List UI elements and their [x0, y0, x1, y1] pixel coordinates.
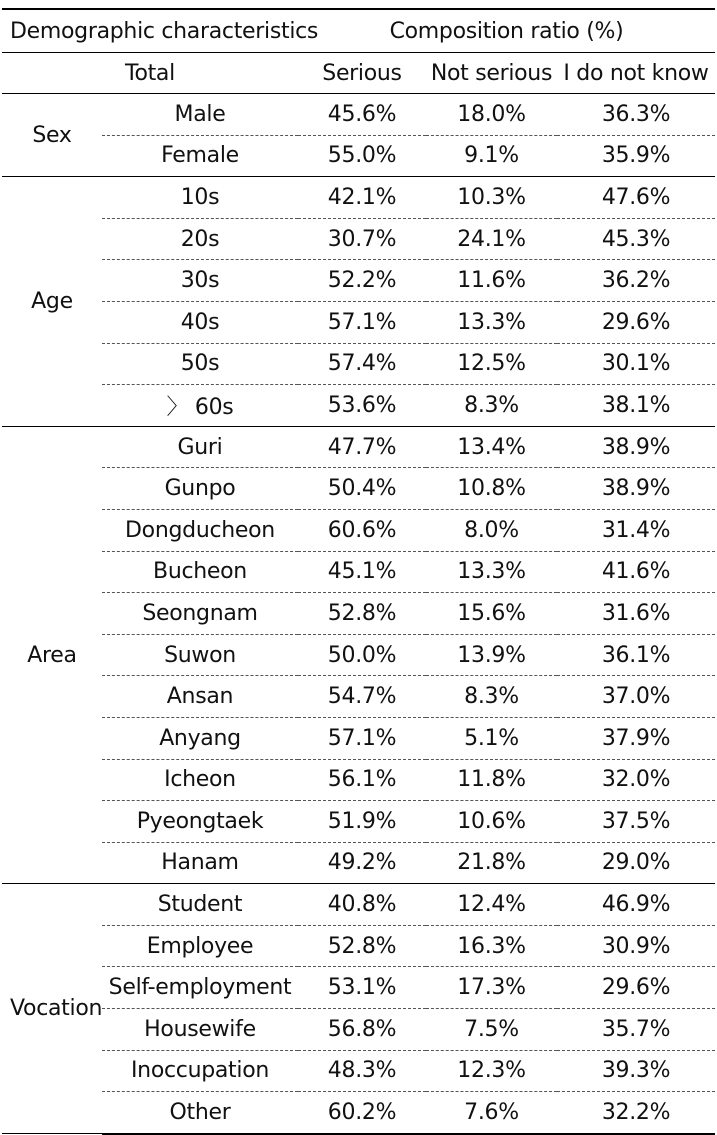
dont-know-cell: 30.9% — [557, 925, 715, 967]
table-row — [2, 884, 715, 926]
not-serious-cell: 13.9% — [426, 634, 557, 676]
dont-know-cell: 29.6% — [557, 301, 715, 343]
category-cell: Anyang — [102, 717, 298, 759]
not-serious-cell: 12.3% — [426, 1050, 557, 1092]
not-serious-cell: 21.8% — [426, 842, 557, 884]
dont-know-cell: 29.0% — [557, 842, 715, 884]
dont-know-cell: 37.5% — [557, 801, 715, 843]
serious-cell: 60.2% — [298, 1092, 426, 1134]
not-serious-cell: 13.4% — [426, 426, 557, 468]
table-row — [2, 717, 715, 759]
table-row — [2, 759, 715, 801]
not-serious-cell: 13.3% — [426, 301, 557, 343]
category-cell: Female — [102, 135, 298, 177]
category-cell: Student — [102, 884, 298, 926]
header-composition: Composition ratio (%) — [298, 9, 715, 53]
not-serious-cell: 16.3% — [426, 925, 557, 967]
subheader-total: Total — [2, 53, 298, 94]
table-row — [2, 634, 715, 676]
dont-know-cell: 46.9% — [557, 884, 715, 926]
not-serious-cell: 10.6% — [426, 801, 557, 843]
dont-know-cell: 37.0% — [557, 676, 715, 718]
not-serious-cell: 8.3% — [426, 385, 557, 427]
header-demographic: Demographic characteristics — [2, 9, 298, 53]
group-label: Area — [2, 426, 102, 884]
serious-cell: 56.1% — [298, 759, 426, 801]
serious-cell: 56.8% — [298, 1009, 426, 1051]
not-serious-cell: 18.0% — [426, 94, 557, 136]
group-label: Age — [2, 177, 102, 427]
not-serious-cell: 12.4% — [426, 884, 557, 926]
not-serious-cell: 8.0% — [426, 509, 557, 551]
table-row — [2, 260, 715, 302]
not-serious-cell: 7.6% — [426, 1092, 557, 1134]
table-body — [2, 9, 715, 1134]
not-serious-cell: 7.5% — [426, 1009, 557, 1051]
not-serious-cell: 8.3% — [426, 676, 557, 718]
not-serious-cell: 10.8% — [426, 468, 557, 510]
category-cell: Other — [102, 1092, 298, 1134]
serious-cell: 51.9% — [298, 801, 426, 843]
category-cell: 〉 60s — [102, 385, 298, 427]
not-serious-cell: 24.1% — [426, 218, 557, 260]
table-row — [2, 842, 715, 884]
dont-know-cell: 32.0% — [557, 759, 715, 801]
subheader-row — [2, 53, 715, 94]
header-row — [2, 9, 715, 53]
category-cell: 30s — [102, 260, 298, 302]
category-cell: 50s — [102, 343, 298, 385]
table-row — [2, 925, 715, 967]
category-cell: Hanam — [102, 842, 298, 884]
not-serious-cell: 9.1% — [426, 135, 557, 177]
serious-cell: 52.8% — [298, 925, 426, 967]
serious-cell: 52.8% — [298, 593, 426, 635]
category-cell: Self-employment — [102, 967, 298, 1009]
serious-cell: 50.0% — [298, 634, 426, 676]
table-row — [2, 426, 715, 468]
dont-know-cell: 38.9% — [557, 426, 715, 468]
subheader-serious: Serious — [298, 53, 426, 94]
table-row — [2, 94, 715, 136]
category-cell: Employee — [102, 925, 298, 967]
not-serious-cell: 11.6% — [426, 260, 557, 302]
serious-cell: 57.1% — [298, 717, 426, 759]
category-cell: Suwon — [102, 634, 298, 676]
table-row — [2, 385, 715, 427]
category-cell: Seongnam — [102, 593, 298, 635]
dont-know-cell: 31.4% — [557, 509, 715, 551]
dont-know-cell: 36.1% — [557, 634, 715, 676]
category-cell: Gunpo — [102, 468, 298, 510]
category-cell: Housewife — [102, 1009, 298, 1051]
serious-cell: 57.4% — [298, 343, 426, 385]
table-row — [2, 509, 715, 551]
dont-know-cell: 41.6% — [557, 551, 715, 593]
category-cell: 20s — [102, 218, 298, 260]
category-cell: Male — [102, 94, 298, 136]
not-serious-cell: 5.1% — [426, 717, 557, 759]
table-row — [2, 1009, 715, 1051]
table-row — [2, 468, 715, 510]
not-serious-cell: 15.6% — [426, 593, 557, 635]
serious-cell: 57.1% — [298, 301, 426, 343]
serious-cell: 55.0% — [298, 135, 426, 177]
dont-know-cell: 38.9% — [557, 468, 715, 510]
category-cell: 40s — [102, 301, 298, 343]
dont-know-cell: 31.6% — [557, 593, 715, 635]
serious-cell: 45.1% — [298, 551, 426, 593]
dont-know-cell: 29.6% — [557, 967, 715, 1009]
table-row — [2, 135, 715, 177]
table-row — [2, 676, 715, 718]
serious-cell: 48.3% — [298, 1050, 426, 1092]
not-serious-cell: 13.3% — [426, 551, 557, 593]
serious-cell: 49.2% — [298, 842, 426, 884]
table-row — [2, 1050, 715, 1092]
dont-know-cell: 47.6% — [557, 177, 715, 219]
category-cell: Ansan — [102, 676, 298, 718]
dont-know-cell: 38.1% — [557, 385, 715, 427]
category-cell: Icheon — [102, 759, 298, 801]
serious-cell: 47.7% — [298, 426, 426, 468]
dont-know-cell: 30.1% — [557, 343, 715, 385]
table-row — [2, 551, 715, 593]
table-row — [2, 343, 715, 385]
dont-know-cell: 36.3% — [557, 94, 715, 136]
serious-cell: 45.6% — [298, 94, 426, 136]
subheader-dont-know: I do not know — [557, 53, 715, 94]
serious-cell: 30.7% — [298, 218, 426, 260]
category-cell: Pyeongtaek — [102, 801, 298, 843]
category-cell: 10s — [102, 177, 298, 219]
dont-know-cell: 35.7% — [557, 1009, 715, 1051]
dont-know-cell: 32.2% — [557, 1092, 715, 1134]
serious-cell: 52.2% — [298, 260, 426, 302]
category-cell: Inoccupation — [102, 1050, 298, 1092]
demographics-table — [2, 8, 715, 1135]
serious-cell: 53.1% — [298, 967, 426, 1009]
category-cell: Bucheon — [102, 551, 298, 593]
table-row — [2, 177, 715, 219]
serious-cell: 50.4% — [298, 468, 426, 510]
not-serious-cell: 10.3% — [426, 177, 557, 219]
dont-know-cell: 37.9% — [557, 717, 715, 759]
subheader-not-serious: Not serious — [426, 53, 557, 94]
serious-cell: 40.8% — [298, 884, 426, 926]
table-row — [2, 218, 715, 260]
category-cell: Guri — [102, 426, 298, 468]
category-cell: Dongducheon — [102, 509, 298, 551]
not-serious-cell: 11.8% — [426, 759, 557, 801]
not-serious-cell: 12.5% — [426, 343, 557, 385]
serious-cell: 42.1% — [298, 177, 426, 219]
group-label: Vocation — [2, 884, 102, 1134]
not-serious-cell: 17.3% — [426, 967, 557, 1009]
dont-know-cell: 35.9% — [557, 135, 715, 177]
dont-know-cell: 45.3% — [557, 218, 715, 260]
serious-cell: 60.6% — [298, 509, 426, 551]
table-row — [2, 967, 715, 1009]
dont-know-cell: 36.2% — [557, 260, 715, 302]
table-row — [2, 301, 715, 343]
serious-cell: 53.6% — [298, 385, 426, 427]
dont-know-cell: 39.3% — [557, 1050, 715, 1092]
group-label: Sex — [2, 94, 102, 177]
table-row — [2, 801, 715, 843]
table-row — [2, 593, 715, 635]
serious-cell: 54.7% — [298, 676, 426, 718]
